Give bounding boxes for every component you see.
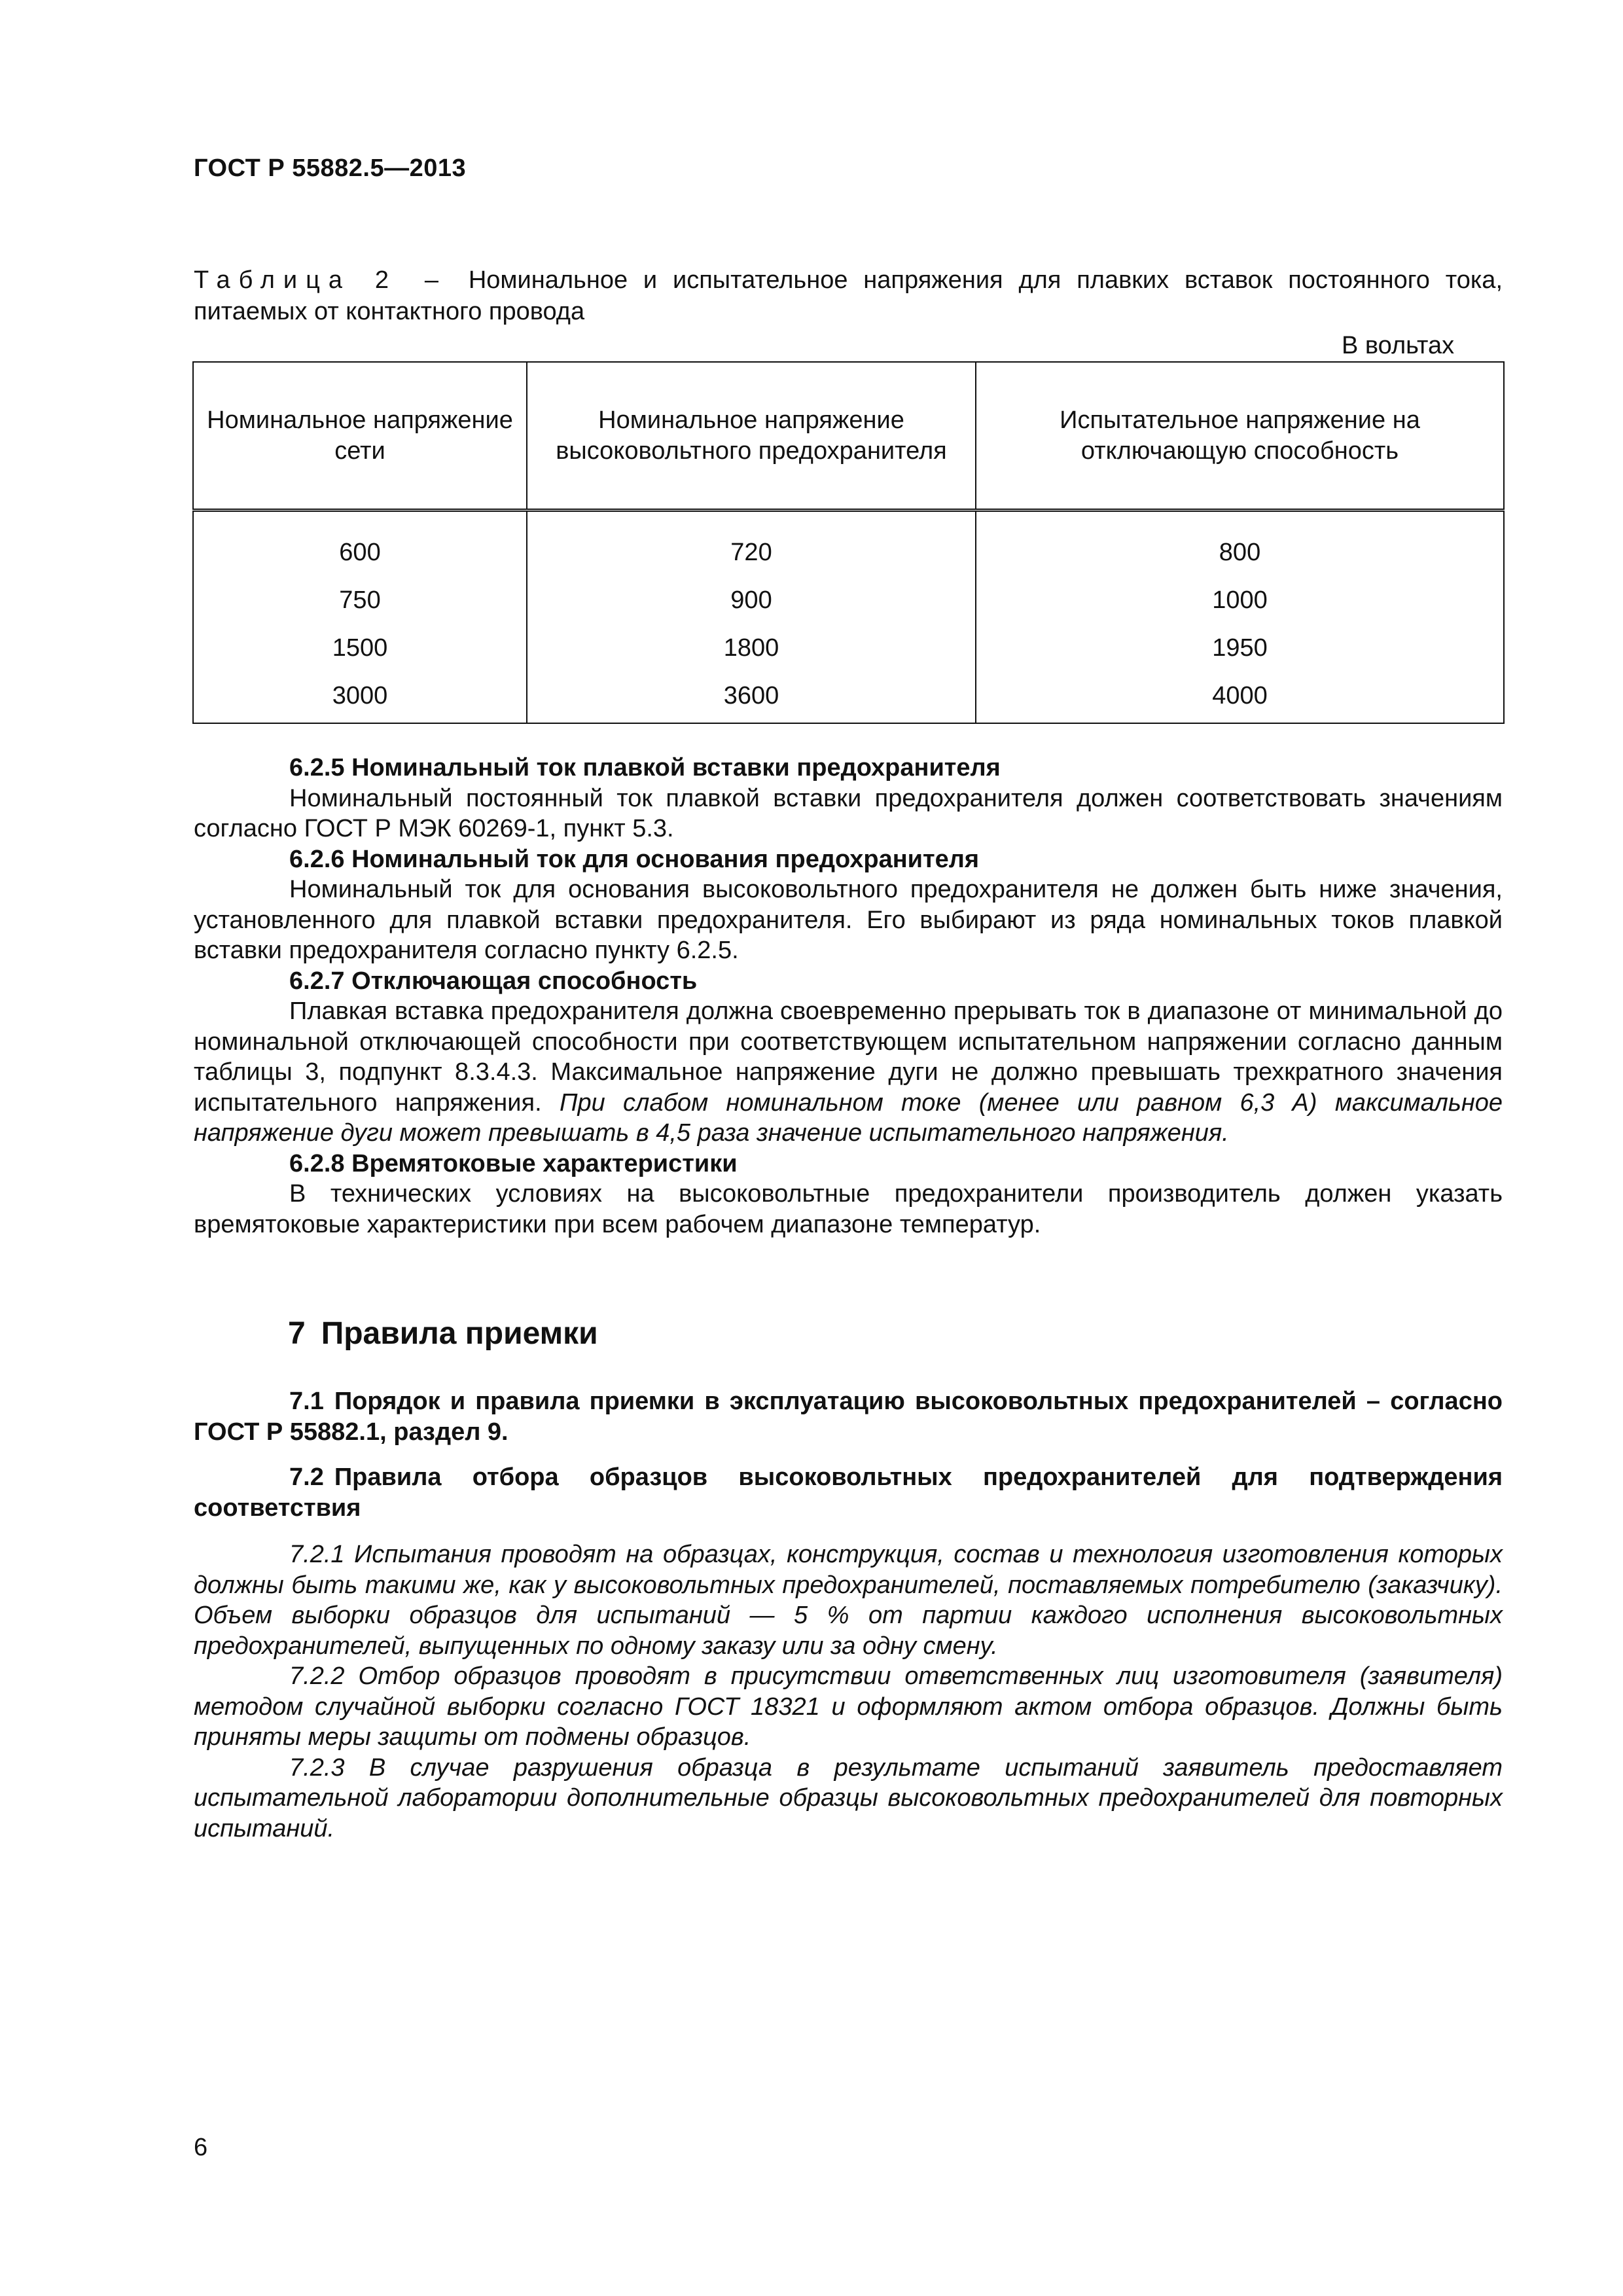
clause-text: Номинальный постоянный ток плавкой вставки предохранителя должен соответствовать значениям согласно ГОСТ Р МЭК 60269-1, пункт 5.3.	[194, 784, 1503, 842]
table-cell: 1800	[527, 624, 976, 672]
document-code: ГОСТ Р 55882.5—2013	[194, 154, 467, 182]
clause-number: 7.2.2	[289, 1662, 345, 1690]
section-number: 7	[288, 1316, 306, 1351]
table-cell: 4000	[976, 672, 1504, 723]
section-title: Правила приемки	[321, 1316, 598, 1351]
page-number: 6	[194, 2134, 208, 2161]
clause-heading: 6.2.8 Времятоковые характеристики	[289, 1149, 738, 1177]
section-heading	[288, 1316, 598, 1352]
clause-number: 7.2.3	[289, 1753, 345, 1782]
table-cell: 720	[527, 511, 976, 577]
table-row	[193, 511, 1504, 577]
clause-heading: 6.2.6 Номинальный ток для основания предохранителя	[289, 845, 980, 873]
table-cell: 1500	[193, 624, 527, 672]
table-title: Номинальное и испытательное напряжения для плавких вставок постоянного тока, питаемых от контактного провода	[194, 266, 1503, 325]
subsection-7-1	[194, 1386, 1503, 1447]
clause-heading: 6.2.5 Номинальный ток плавкой вставки предохранителя	[289, 754, 1001, 781]
table-cell: 800	[976, 511, 1504, 577]
clause-7-2-3	[194, 1753, 1503, 1844]
clause-text: В технических условиях на высоковольтные предохранители производитель должен указать времятоковые характеристики при всем рабочем диапазоне температур.	[194, 1180, 1503, 1238]
clause-7-2-1	[194, 1539, 1503, 1661]
table-cell: 600	[193, 511, 527, 577]
table-cell: 900	[527, 577, 976, 624]
table-row	[193, 672, 1504, 723]
table-cell: 1000	[976, 577, 1504, 624]
clause-number: 7.2.1	[289, 1541, 345, 1568]
table-units: В вольтах	[1342, 332, 1455, 359]
clause-text: Номинальный ток для основания высоковольтного предохранителя не должен быть ниже значения, установленного для плавкой вставки предохранителя. Его выбирают из ряда номинальных токов плавкой вставки предохранителя согласно пункту 6.2.5.	[194, 876, 1503, 964]
subsection-text: Правила отбора образцов высоковольтных предохранителей для подтверждения соответствия	[194, 1463, 1503, 1522]
table-cell: 750	[193, 577, 527, 624]
voltage-table	[192, 361, 1505, 724]
table-header-row	[193, 362, 1504, 511]
subsection-number: 7.2	[289, 1463, 324, 1491]
table-row	[193, 577, 1504, 624]
clause-text: В случае разрушения образца в результате испытаний заявитель предоставляет испытательной лаборатории дополнительные образцы высоковольтных предохранителей для повторных испытаний.	[194, 1753, 1503, 1842]
column-header: Номинальное напряжение высоковольтного предохранителя	[527, 362, 976, 511]
clauses-7-2	[194, 1539, 1503, 1844]
column-header: Испытательное напряжение на отключающую способность	[976, 362, 1504, 511]
table-row	[193, 624, 1504, 672]
clause-text: Плавкая вставка предохранителя должна своевременно прерывать ток в диапазоне от минимальной до номинальной отключающей способности при соответствующем испытательном напряжении согласно данным таблицы 3, подпункт 8.3.4.3. Максимальное напряжение дуги не должно превышать трехкратного значения испытательного напряжения.	[194, 997, 1503, 1117]
table-cell: 3600	[527, 672, 976, 723]
table-cell: 3000	[193, 672, 527, 723]
column-header: Номинальное напряжение сети	[193, 362, 527, 511]
clause-italic-note: При слабом номинальном токе (менее или равном 6,3 А) максимальное напряжение дуги может превышать в 4,5 раза значение испытательного напряжения.	[194, 1088, 1503, 1147]
clause-heading: 6.2.7 Отключающая способность	[289, 967, 698, 995]
clause-text-627	[194, 996, 1503, 1149]
subsection-text: Порядок и правила приемки в эксплуатацию высоковольтных предохранителей – согласно ГОСТ Р 55882.1, раздел 9.	[194, 1388, 1503, 1446]
subsection-7-2	[194, 1462, 1503, 1523]
subsection-number: 7.1	[289, 1388, 324, 1415]
clauses-6-2	[194, 753, 1503, 1240]
table-caption	[194, 264, 1503, 327]
clause-text: Испытания проводят на образцах, конструкция, состав и технология изготовления которых должны быть такими же, как у высоковольтных предохранителей, поставляемых потребителю (заказчику). Объем выборки образцов для испытаний — 5 % от партии каждого исполнения высоковольтных предохранителей, выпущенных по одному заказу или за одну смену.	[194, 1541, 1503, 1660]
table-caption-dash: –	[424, 266, 438, 294]
table-cell: 1950	[976, 624, 1504, 672]
table-label: Таблица 2	[194, 266, 397, 294]
clause-text: Отбор образцов проводят в присутствии ответственных лиц изготовителя (заявителя) методом случайной выборки согласно ГОСТ 18321 и оформляют актом отбора образцов. Должны быть приняты меры защиты от подмены образцов.	[194, 1662, 1503, 1751]
clause-7-2-2	[194, 1661, 1503, 1753]
